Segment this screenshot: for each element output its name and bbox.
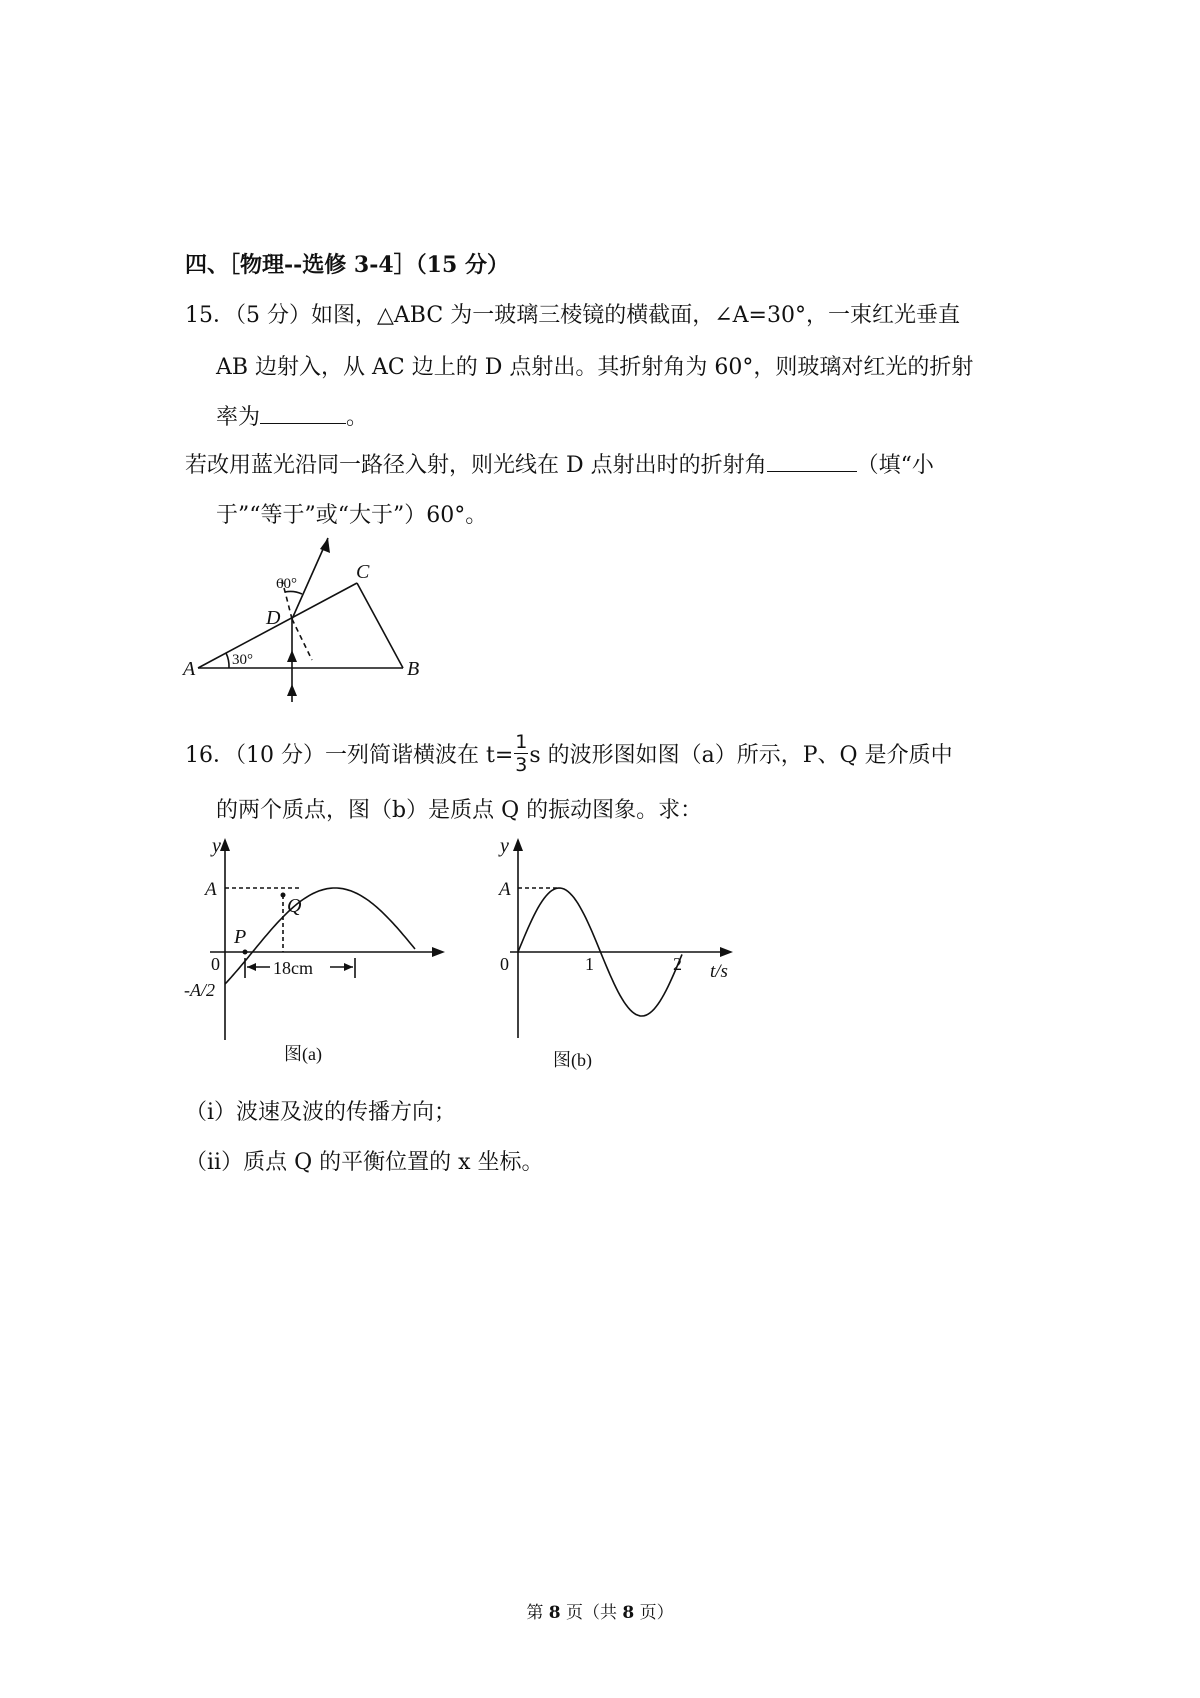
q15-line-5: 于”“等于”或“大于”）60°。 bbox=[216, 503, 488, 528]
arrow-right-icon bbox=[344, 963, 353, 971]
q15-line-1: 15．（5 分）如图，△ABC 为一玻璃三棱镜的横截面，∠A=30°，一束红光垂直 bbox=[185, 303, 960, 328]
angle-d-label: 60° bbox=[276, 576, 297, 592]
label-d: D bbox=[266, 607, 281, 629]
arrow-up-icon bbox=[220, 838, 230, 851]
amplitude-label: A bbox=[205, 879, 217, 900]
q15-line-4-post: （填“小 bbox=[856, 453, 934, 478]
distance-label: 18cm bbox=[273, 958, 313, 978]
fraction-denominator: 3 bbox=[515, 754, 528, 776]
figure-b-caption: 图(b) bbox=[553, 1050, 592, 1070]
q16-sub-question-2: （ii）质点 Q 的平衡位置的 x 坐标。 bbox=[185, 1150, 544, 1175]
arrow-right-icon bbox=[432, 947, 445, 957]
arrow-up-icon bbox=[287, 684, 297, 696]
label-b: B bbox=[407, 658, 420, 680]
arrow-right-icon bbox=[720, 947, 733, 957]
neg-half-amplitude-label: -A/2 bbox=[184, 980, 215, 1000]
wave-figure-a bbox=[180, 830, 450, 1064]
angle-a-label: 30° bbox=[232, 652, 253, 668]
figure-a-caption: 图(a) bbox=[284, 1044, 322, 1064]
arrow-up-icon bbox=[513, 838, 523, 851]
normal-line-lower bbox=[292, 619, 312, 660]
q15-line-3-pre: 率为 bbox=[216, 405, 261, 430]
amplitude-label: A bbox=[499, 879, 511, 900]
q15-line-3-post: 。 bbox=[346, 405, 369, 430]
arrow-up-icon bbox=[287, 650, 297, 662]
point-q bbox=[281, 893, 286, 898]
q15-line-3 bbox=[216, 400, 368, 431]
tick-2-label: 2 bbox=[673, 954, 682, 974]
label-c: C bbox=[356, 561, 370, 583]
time-fraction bbox=[514, 733, 528, 775]
page-footer: 第 8 页（共 8 页） bbox=[526, 1603, 674, 1623]
axis-y-label: y bbox=[212, 835, 221, 857]
q16-line-2: 的两个质点，图（b）是质点 Q 的振动图象。求： bbox=[216, 798, 703, 823]
q16-line-1-post: s 的波形图如图（a）所示，P、Q 是介质中 bbox=[529, 743, 953, 768]
section-title: 四、［物理--选修 3-4］（15 分） bbox=[185, 252, 509, 278]
point-q-label: Q bbox=[287, 895, 302, 917]
origin-label: 0 bbox=[500, 954, 509, 974]
answer-blank-2 bbox=[767, 471, 857, 472]
prism-side-cb bbox=[357, 583, 403, 668]
page-total: 8 bbox=[622, 1603, 635, 1623]
refracted-ray bbox=[292, 538, 328, 619]
q15-line-4-pre: 若改用蓝光沿同一路径入射，则光线在 D 点射出时的折射角 bbox=[185, 453, 767, 478]
label-a: A bbox=[183, 658, 196, 680]
page-number: 8 bbox=[548, 1603, 561, 1623]
arrow-left-icon bbox=[247, 963, 256, 971]
vibration-figure-b bbox=[490, 830, 750, 1070]
q16-line-1 bbox=[185, 731, 953, 777]
origin-label: 0 bbox=[211, 954, 220, 974]
q16-sub-question-1: （i）波速及波的传播方向； bbox=[185, 1100, 457, 1125]
point-p-label: P bbox=[234, 926, 247, 948]
answer-blank-1 bbox=[260, 423, 346, 424]
prism-figure bbox=[180, 533, 440, 713]
q15-line-4 bbox=[185, 448, 934, 479]
tick-1-label: 1 bbox=[585, 954, 594, 974]
axis-y-label: y bbox=[500, 835, 509, 857]
q16-line-1-pre: 16．（10 分）一列简谐横波在 t= bbox=[185, 743, 514, 768]
fraction-numerator: 1 bbox=[515, 731, 528, 753]
q15-line-2: AB 边射入，从 AC 边上的 D 点射出。其折射角为 60°，则玻璃对红光的折射 bbox=[216, 355, 974, 380]
point-p bbox=[243, 950, 248, 955]
axis-t-label: t/s bbox=[710, 961, 728, 982]
angle-a-arc bbox=[226, 653, 229, 668]
